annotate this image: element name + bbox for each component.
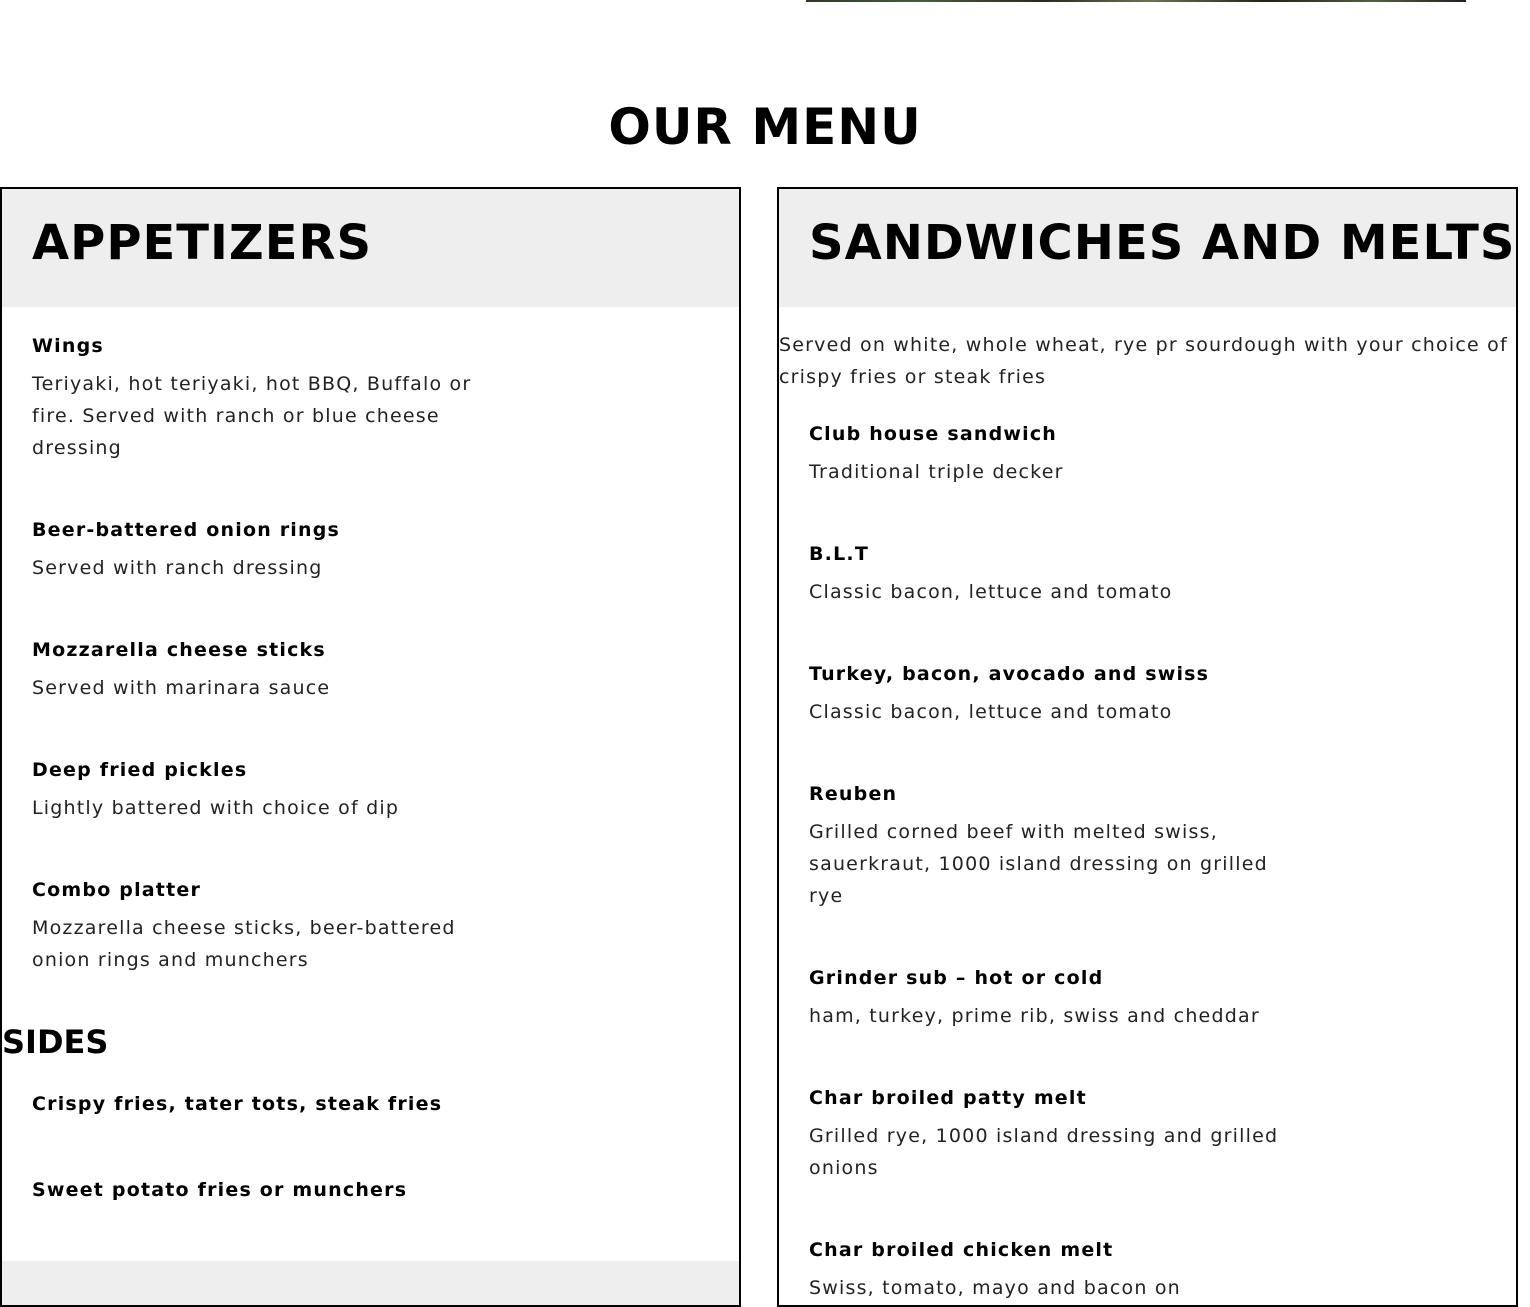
item-name: Char broiled patty melt bbox=[809, 1087, 1087, 1109]
next-section-header bbox=[2, 1261, 741, 1307]
menu-item bbox=[32, 1178, 407, 1202]
menu-item bbox=[809, 662, 1279, 728]
item-name: Wings bbox=[32, 335, 104, 357]
item-description: Mozzarella cheese sticks, beer-battered onion rings and munchers bbox=[32, 917, 456, 971]
item-description: Grilled rye, 1000 island dressing and grilled onions bbox=[809, 1125, 1279, 1179]
item-description: Served with marinara sauce bbox=[32, 677, 331, 699]
item-name: Turkey, bacon, avocado and swiss bbox=[809, 663, 1210, 685]
item-name: Combo platter bbox=[32, 879, 202, 901]
item-name: Reuben bbox=[809, 783, 898, 805]
item-description: Swiss, tomato, mayo and bacon on bbox=[809, 1277, 1181, 1299]
item-name: Beer-battered onion rings bbox=[32, 519, 341, 541]
appetizers-panel bbox=[0, 187, 741, 1307]
item-description: Teriyaki, hot teriyaki, hot BBQ, Buffalo or fire. Served with ranch or blue cheese dressing bbox=[32, 373, 472, 459]
menu-item bbox=[32, 1092, 442, 1116]
appetizers-header bbox=[2, 189, 739, 307]
sandwiches-header bbox=[779, 189, 1516, 307]
item-description: Classic bacon, lettuce and tomato bbox=[809, 581, 1173, 603]
menu-item bbox=[809, 966, 1279, 1032]
page-title: OUR MENU bbox=[608, 98, 922, 156]
sandwiches-panel bbox=[777, 187, 1518, 1307]
top-image-edge bbox=[806, 0, 1466, 2]
menu-item bbox=[32, 638, 492, 704]
item-name: Grinder sub – hot or cold bbox=[809, 967, 1104, 989]
item-description: Classic bacon, lettuce and tomato bbox=[809, 701, 1173, 723]
item-name: B.L.T bbox=[809, 543, 869, 565]
menu-item bbox=[32, 334, 492, 464]
item-description: Lightly battered with choice of dip bbox=[32, 797, 400, 819]
menu-item bbox=[809, 542, 1279, 608]
item-name: Char broiled chicken melt bbox=[809, 1239, 1114, 1261]
item-name: Club house sandwich bbox=[809, 423, 1058, 445]
menu-item bbox=[32, 878, 492, 976]
sides-heading: SIDES bbox=[2, 1023, 109, 1061]
item-name: Sweet potato fries or munchers bbox=[32, 1179, 408, 1201]
item-description: Served with ranch dressing bbox=[32, 557, 323, 579]
menu-item bbox=[809, 1086, 1279, 1184]
item-name: Mozzarella cheese sticks bbox=[32, 639, 326, 661]
menu-item bbox=[32, 518, 492, 584]
sandwiches-intro: Served on white, whole wheat, rye pr sourdough with your choice of crispy fries or steak fries bbox=[779, 334, 1508, 388]
sandwiches-heading: SANDWICHES AND MELTS bbox=[809, 215, 1516, 271]
menu-item bbox=[809, 422, 1279, 488]
menu-item bbox=[809, 782, 1279, 912]
item-name: Deep fried pickles bbox=[32, 759, 248, 781]
item-name: Crispy fries, tater tots, steak fries bbox=[32, 1093, 443, 1115]
appetizers-heading: APPETIZERS bbox=[32, 215, 373, 271]
item-description: ham, turkey, prime rib, swiss and cheddar bbox=[809, 1005, 1260, 1027]
item-description: Grilled corned beef with melted swiss, sauerkraut, 1000 island dressing on grilled rye bbox=[809, 821, 1268, 907]
item-description: Traditional triple decker bbox=[809, 461, 1064, 483]
menu-item bbox=[32, 758, 492, 824]
menu-item bbox=[809, 1238, 1279, 1304]
